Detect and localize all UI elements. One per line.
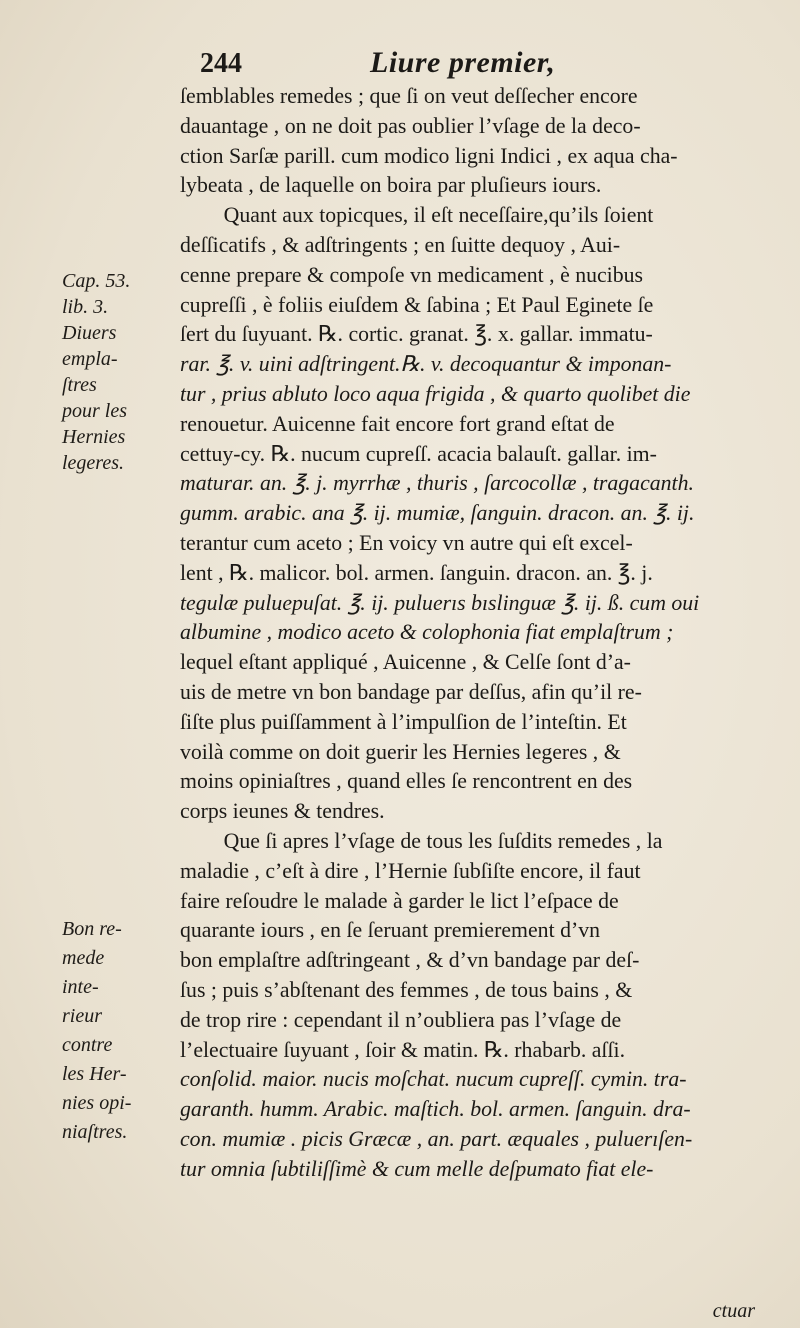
text-line: cupreſſi , è foliis eiuſdem & ſabina ; Et Paul Eginete ſe (180, 292, 654, 317)
text-line: Que ſi apres l’vſage de tous les ſuſdits remedes , la (180, 828, 663, 853)
text-line: quarante iours , en ſe ſeruant premierement d’vn (180, 918, 601, 943)
margin-note-line: les Her- (62, 1063, 127, 1085)
text-line: albumine , modico aceto & colophonia fiat emplaſtrum ; (180, 620, 674, 645)
margin-note-line: pour les (62, 400, 127, 422)
margin-note-bon-remede (62, 915, 131, 1147)
margin-note-line: mede (62, 947, 105, 969)
text-line: voilà comme on doit guerir les Hernies legeres , & (180, 739, 621, 764)
text-line: lequel eſtant appliqué , Auicenne , & Celſe ſont d’a- (180, 650, 631, 675)
text-line: lybeata , de laquelle on boira par pluſieurs iours. (180, 173, 602, 198)
main-text-block (180, 82, 765, 1184)
text-line: terantur cum aceto ; En voicy vn autre qui eſt excel- (180, 530, 633, 555)
text-line: tegulæ puluериſat. ℥. ij. puluerıs bıslinguæ ℥. ij. ß. cum oui (180, 590, 700, 615)
text-line: tur omnia ſubtiliſſimè & cum melle deſpumato fiat ele- (180, 1156, 654, 1181)
margin-note-line: legeres. (62, 452, 125, 474)
text-line: conſolid. maior. nucis moſchat. nucum cupreſſ. cymin. tra- (180, 1067, 687, 1092)
margin-note-line: Cap. 53. (62, 270, 131, 292)
margin-note-line: rieur (62, 1005, 102, 1027)
text-line: gumm. arabic. ana ℥. ij. mumiæ, ſanguin. dracon. an. ℥. ij. (180, 501, 695, 526)
text-line: maturar. an. ℥. j. myrrhæ , thuris , ſarcocollæ , tragacanth. (180, 471, 694, 496)
catchword: ctuar (712, 1300, 755, 1322)
text-line: tur , prius abluto loco aqua frigida , & quarto quolibet die (180, 381, 691, 406)
text-line: con. mumiæ . picis Græcæ , an. part. æquales , puluerıſen- (180, 1126, 693, 1151)
text-line: de trop rire : cependant il n’oubliera pas l’vſage de (180, 1007, 622, 1032)
margin-note-emplastres (62, 268, 130, 476)
margin-note-line: contre (62, 1034, 113, 1056)
text-line: cenne prepare & compoſe vn medicament , è nucibus (180, 262, 644, 287)
text-line: uis de metre vn bon bandage par deſſus, afin qu’il re- (180, 679, 642, 704)
text-line: l’electuaire ſuyuant , ſoir & matin. ℞. rhabarb. aſſi. (180, 1037, 626, 1062)
margin-note-line: Diuers (62, 322, 117, 344)
text-line: garanth. humm. Arabic. maſtich. bol. armen. ſanguin. dra- (180, 1097, 691, 1122)
text-line: ſert du ſuyuant. ℞. cortic. granat. ℥. x. gallar. immatu- (180, 322, 653, 347)
text-line: faire reſoudre le malade à garder le lict l’eſpace de (180, 888, 619, 913)
margin-note-line: Bon re- (62, 918, 122, 940)
text-line: moins opiniaſtres , quand elles ſe rencontrent en des (180, 769, 633, 794)
margin-note-line: ſtres (62, 374, 97, 396)
text-line: ſus ; puis s’abſtenant des femmes , de tous bains , & (180, 977, 633, 1002)
text-line: dauantage , on ne doit pas oublier l’vſage de la deco- (180, 113, 641, 138)
text-line: ſemblables remedes ; que ſi on veut deſſecher encore (180, 84, 638, 108)
page-number: 244 (200, 48, 242, 79)
text-line: ſiſte plus puiſſamment à l’impulſion de l’inteſtin. Et (180, 709, 627, 734)
margin-note-line: nies opi- (62, 1092, 132, 1114)
text-line: renouetur. Auicenne fait encore fort grand eſtat de (180, 411, 615, 436)
text-line: ction Sarſæ parill. cum modico ligni Indici , ex aqua cha- (180, 143, 678, 168)
text-line: Quant aux topicques, il eſt neceſſaire,qu’ils ſoient (180, 203, 654, 228)
text-line: rar. ℥. v. uini adſtringent.℞. v. decoquantur & imponan- (180, 352, 672, 377)
text-line: corps ieunes & tendres. (180, 799, 385, 824)
text-line: lent , ℞. malicor. bol. armen. ſanguin. dracon. an. ℥. j. (180, 560, 653, 585)
margin-note-line: lib. 3. (62, 296, 109, 318)
running-title: Liure premier, (370, 46, 556, 79)
margin-note-line: Hernies (62, 426, 126, 448)
margin-note-line: niaſtres. (62, 1121, 128, 1143)
margin-note-line: inte- (62, 976, 99, 998)
text-line: cettuy-cy. ℞. nucum cupreſſ. acacia balauſt. gallar. im- (180, 441, 657, 466)
text-line: deſſicatifs , & adſtringents ; en ſuitte dequoy , Aui- (180, 232, 621, 257)
margin-note-line: empla- (62, 348, 118, 370)
text-line: bon emplaſtre adſtringeant , & d’vn bandage par deſ- (180, 948, 640, 973)
text-line: maladie , c’eſt à dire , l’Hernie ſubſiſte encore, il faut (180, 858, 641, 883)
